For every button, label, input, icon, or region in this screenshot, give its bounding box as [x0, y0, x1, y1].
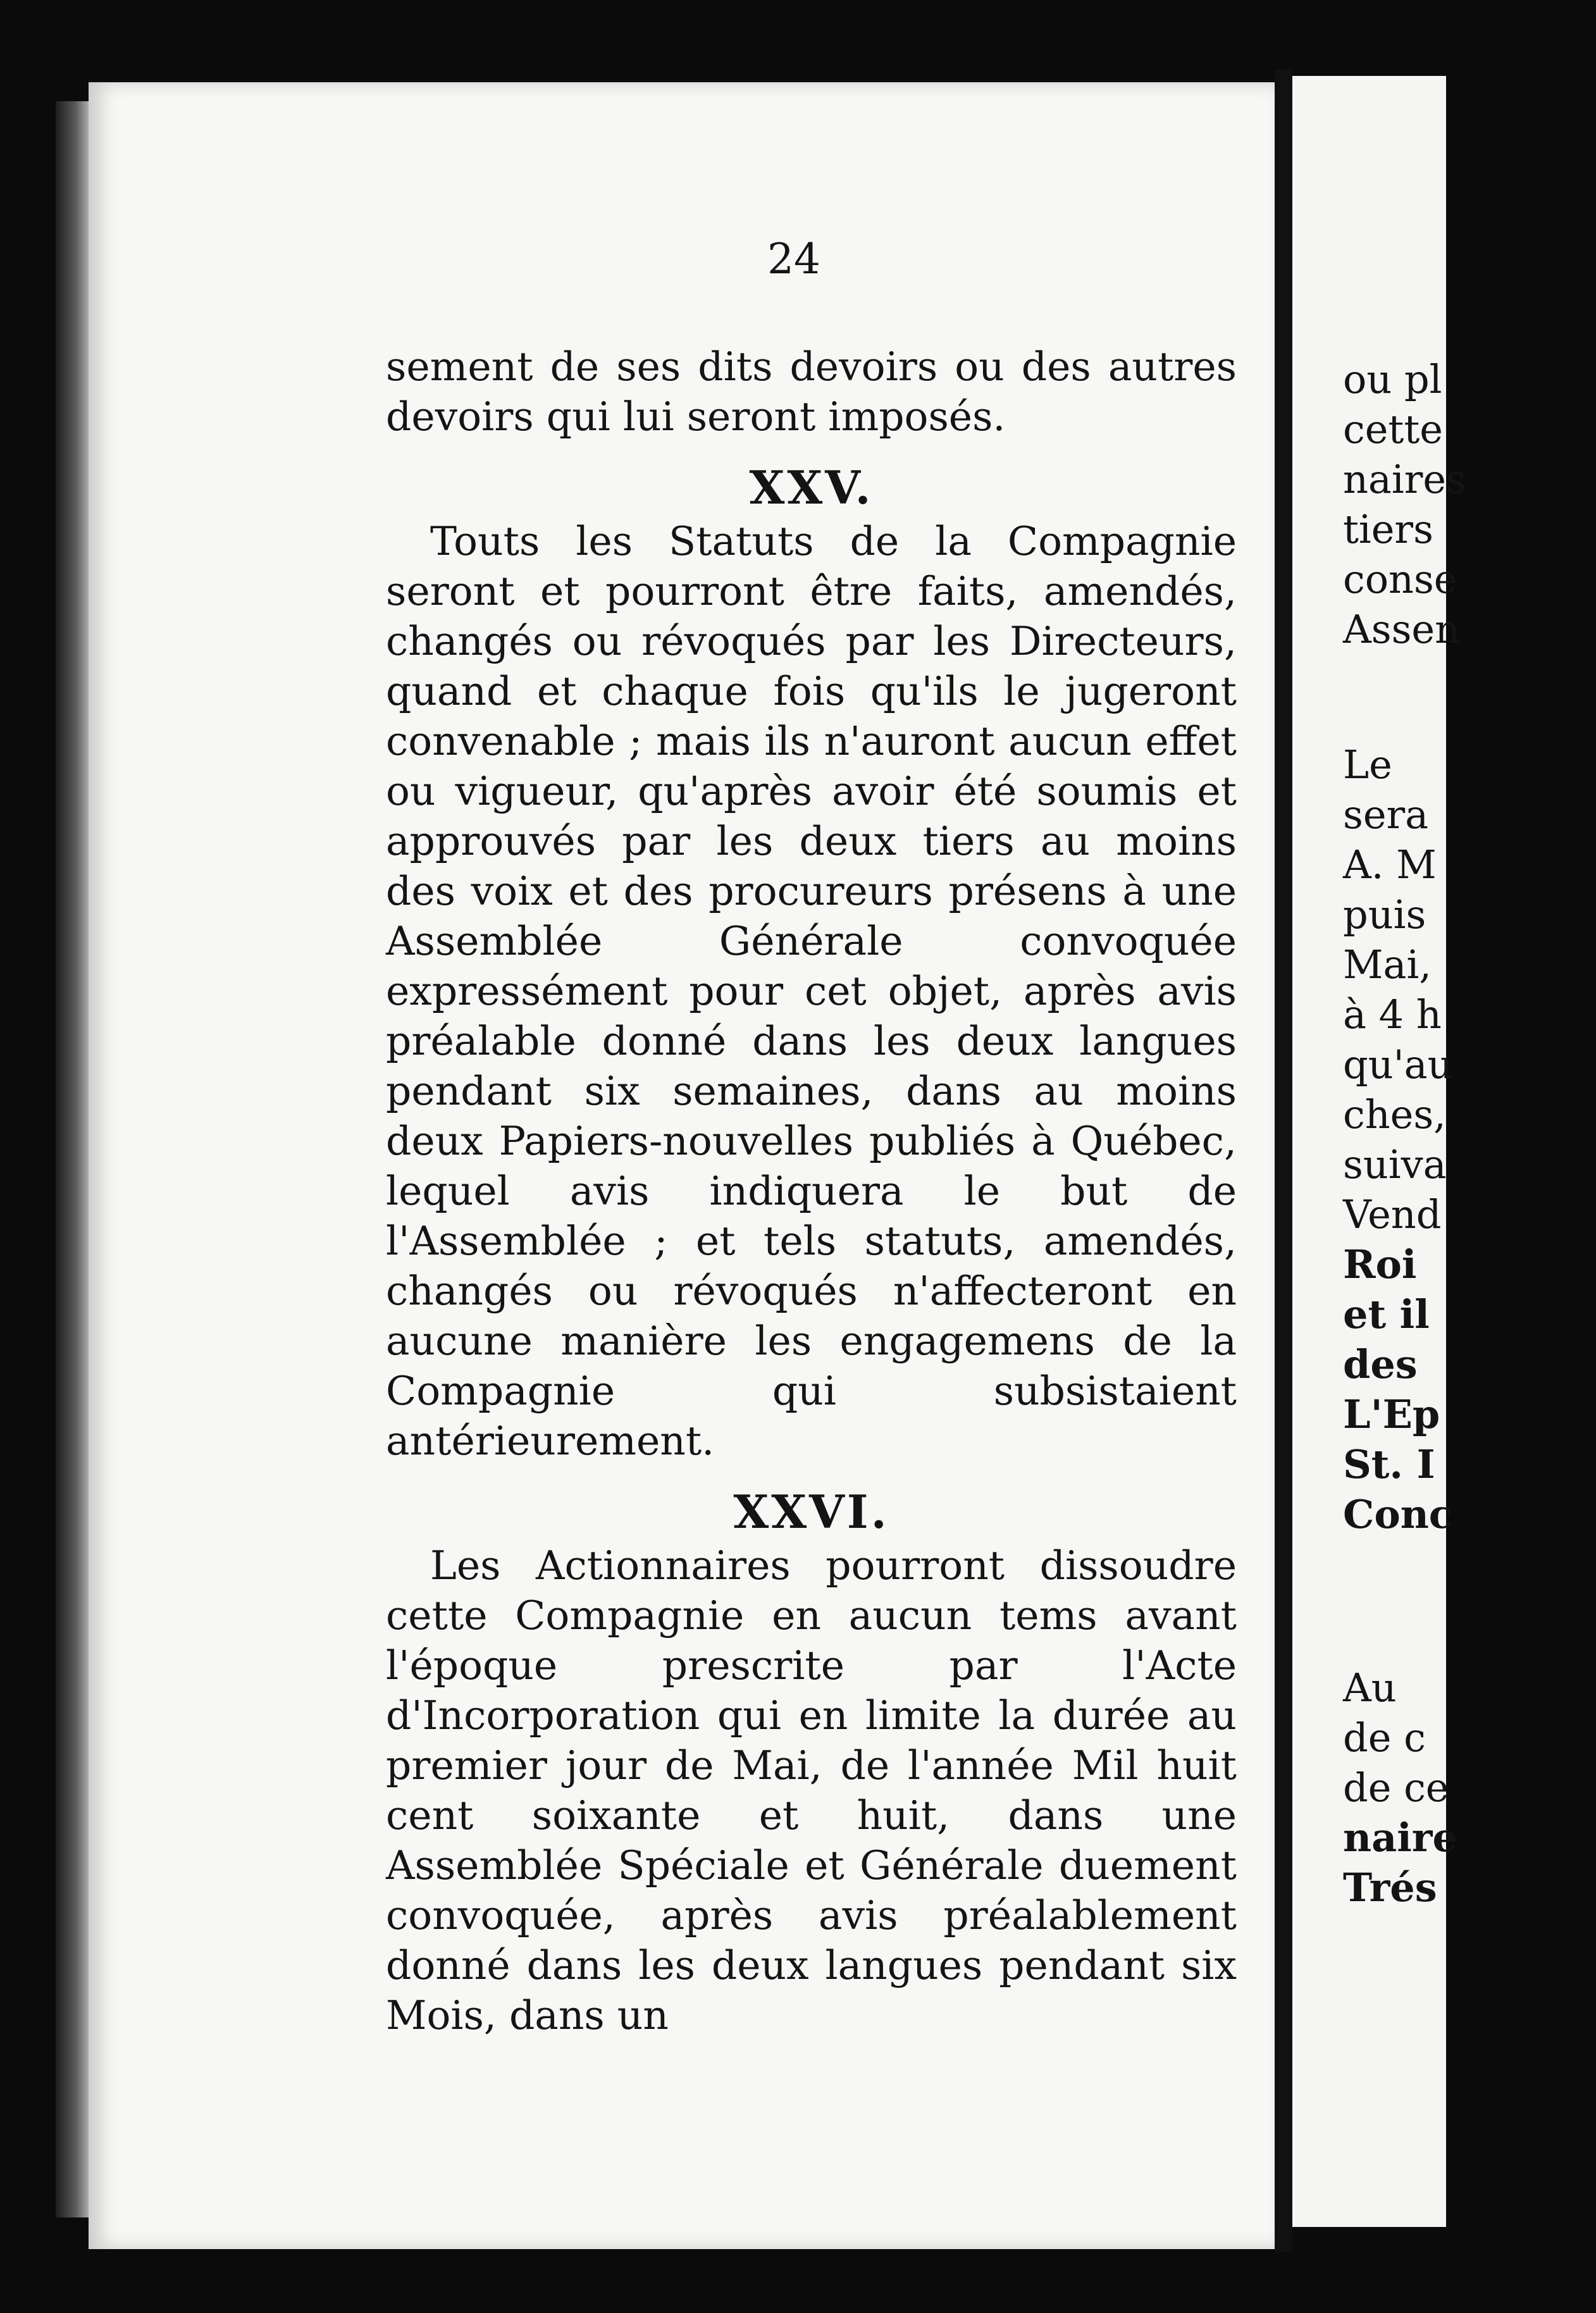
right-spacer	[1343, 654, 1596, 740]
right-line: A. M	[1343, 841, 1437, 888]
right-line: de ce	[1343, 1764, 1449, 1811]
paragraph-section-xxv: Touts les Statuts de la Compagnie seront et pourront être faits, amendés, changés ou révoqués par les Directeurs, quand et chaque fois qu'ils le jugeront convenable ; mais ils n'auront aucun effet ou vigueur, qu'après avoir été soumis et approuvés par les deux tiers au moins des voix et des procureurs présens à une Assemblée Générale convoquée expressément pour cet objet, après avis préalable donné dans les deux langues pendant six semaines, dans au moins deux Papiers-nouvelles publiés à Québec, lequel avis indiquera le but de l'Assemblée ; et tels statuts, amendés, changés ou révoqués n'affecteront en aucune manière les engagemens de la Compagnie qui subsistaient antérieurement.	[386, 518, 1237, 1464]
right-line: qu'au	[1343, 1041, 1453, 1088]
right-line: Mai,	[1343, 941, 1432, 988]
right-page-fragment	[1292, 76, 1466, 2227]
right-line: Roi	[1343, 1241, 1417, 1287]
right-line: Conc	[1343, 1491, 1453, 1537]
right-spacer	[1343, 1539, 1596, 1663]
right-line: Le	[1343, 741, 1392, 788]
right-line: conse	[1343, 556, 1457, 602]
right-line: ou pl	[1343, 356, 1442, 402]
right-line: L'Ep	[1343, 1391, 1440, 1437]
right-line: Trés	[1343, 1864, 1437, 1911]
right-line: de c	[1343, 1715, 1426, 1761]
right-line: cette	[1343, 406, 1443, 452]
left-page-text	[386, 342, 1237, 2040]
page-gutter	[1275, 70, 1292, 2252]
right-line: des	[1343, 1341, 1418, 1387]
page-number: 24	[767, 235, 820, 283]
right-line: naire	[1343, 1814, 1457, 1861]
right-line: Vend	[1343, 1191, 1442, 1237]
paragraph-section-xxvi: Les Actionnaires pourront dissoudre cette Compagnie en aucun tems avant l'époque prescrite par l'Acte d'Incorporation qui en limite la durée au premier jour de Mai, de l'année Mil huit cent soixante et huit, dans une Assemblée Spéciale et Générale duement convoquée, après avis préalablement donné dans les deux langues pendant six Mois, dans un	[386, 1542, 1237, 2038]
right-page-text	[1343, 354, 1596, 1913]
right-line: sera	[1343, 791, 1429, 838]
right-line: Au	[1343, 1665, 1397, 1711]
right-line: Assen	[1343, 606, 1461, 652]
right-line: et il	[1343, 1291, 1430, 1337]
right-line: suiva	[1343, 1141, 1447, 1188]
right-line: ches,	[1343, 1091, 1446, 1138]
right-line: puis	[1343, 891, 1426, 938]
right-line: tiers	[1343, 506, 1433, 552]
right-line: St. I	[1343, 1441, 1435, 1487]
right-line: à 4 h	[1343, 991, 1442, 1038]
right-line: naires	[1343, 456, 1466, 502]
paragraph-continuation: sement de ses dits devoirs ou des autres devoirs qui lui seront imposés.	[386, 344, 1237, 440]
section-heading-xxv: XXV.	[749, 461, 874, 514]
section-heading-xxvi: XXVI.	[733, 1485, 889, 1539]
